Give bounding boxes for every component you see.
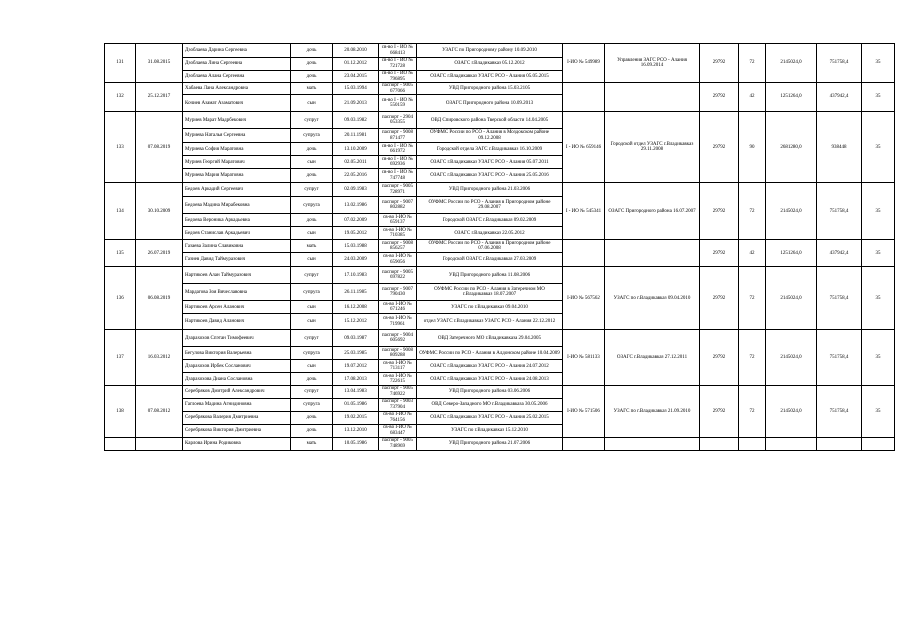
value-cell: 29792 [700, 44, 739, 83]
value-cell: 2681280,0 [766, 112, 817, 183]
registration-date-cell: 06.08.2019 [136, 267, 183, 330]
issuing-authority-cell: Городской отдела ЗАГС г.Владикавказ 16.10.2009 [417, 143, 563, 156]
value-cell: 751758,4 [817, 183, 862, 240]
member-name-cell: Дзарахохов Спэтан Тимофеевич [183, 330, 291, 347]
member-name-cell: Мардагова Зоя Вячеславовна [183, 284, 291, 301]
registration-date-cell: 31.08.2015 [136, 44, 183, 83]
marriage-certificate-cell: I-ИО № 567562 [563, 267, 605, 330]
value-cell: 35 [862, 112, 895, 183]
value-cell: 751758,4 [817, 386, 862, 437]
issuing-authority-cell: УВД Пригородного района 21.07.2006 [417, 437, 563, 450]
birth-date-cell: 23.04.2015 [333, 71, 379, 83]
member-name-cell: Карлова Ирина Родиковна [183, 437, 291, 450]
member-name-cell: Кочиев Азамат Азаматович [183, 95, 291, 112]
marriage-certificate-cell [563, 437, 605, 450]
relation-cell: дочь [291, 424, 333, 437]
relation-cell: супруг [291, 267, 333, 284]
value-cell: 35 [862, 330, 895, 386]
table-row [105, 267, 895, 284]
relation-cell: мать [291, 437, 333, 450]
member-name-cell: Дзоблаева Дарина Сергеевна [183, 44, 291, 58]
member-name-cell: Муриев Марат Мадрбекович [183, 112, 291, 129]
birth-date-cell: 13.10.2009 [333, 143, 379, 156]
registration-date-cell: 25.12.2017 [136, 83, 183, 112]
registry-office-cell: Управления ЗАГС РСО - Алания 16.09.2014 [605, 44, 700, 83]
marriage-certificate-cell [563, 240, 605, 267]
value-cell: 72 [739, 267, 766, 330]
relation-cell: дочь [291, 373, 333, 386]
value-cell: 29792 [700, 267, 739, 330]
birth-date-cell: 15.03.1988 [333, 240, 379, 253]
member-name-cell: Нартикоев Давид Аланович [183, 314, 291, 330]
relation-cell: супруга [291, 347, 333, 360]
issuing-authority-cell: ОВД Северо-Западного МО г.Владикавказа 30.05.2006 [417, 398, 563, 411]
family-number-cell: 136 [105, 267, 136, 330]
issuing-authority-cell: ОУФМС России по РСО - Алания в Пригородном районе 07.06.2008 [417, 240, 563, 253]
marriage-certificate-cell: I-ИО № 581133 [563, 330, 605, 386]
member-name-cell: Нартикоев Арсен Аланович [183, 301, 291, 314]
member-name-cell: Газаева Залина Славиковна [183, 240, 291, 253]
relation-cell: супруга [291, 284, 333, 301]
value-cell: 751758,4 [817, 44, 862, 83]
member-name-cell: Дзоблаева Лина Сергеевна [183, 58, 291, 71]
issuing-authority-cell: ОУФМС России по РСО - Алания в Пригородном районе 29.08.2007 [417, 197, 563, 214]
table-row [105, 183, 895, 197]
birth-date-cell: 17.10.1983 [333, 267, 379, 284]
value-cell: 72 [739, 44, 766, 83]
issuing-authority-cell: ОЗАГС г.Владикавказ УЗАГС РСО - Алания 24.08.2013 [417, 373, 563, 386]
family-number-cell: 137 [105, 330, 136, 386]
value-cell: 35 [862, 83, 895, 112]
identity-document-cell: паспорт - 9003 737904 [379, 398, 417, 411]
identity-document-cell: паспорт - 9008 809288 [379, 347, 417, 360]
identity-document-cell: св-во I-ИО № 722615 [379, 373, 417, 386]
issuing-authority-cell: ОЗАГС Пригородного района 10.09.2013 [417, 95, 563, 112]
issuing-authority-cell: ОЗАГС г.Владикавказ 05.12.2012 [417, 58, 563, 71]
birth-date-cell: 24.03.2009 [333, 253, 379, 267]
birth-date-cell: 13.04.1983 [333, 386, 379, 398]
family-number-cell: 132 [105, 83, 136, 112]
issuing-authority-cell: ОЗАГС г.Владикавказ УЗАГС РСО - Алания 25.02.2015 [417, 411, 563, 424]
issuing-authority-cell: ОВД Затеречного МО г.Владикавказа 29.04.2005 [417, 330, 563, 347]
birth-date-cell: 07.02.2009 [333, 214, 379, 227]
family-number-cell: 134 [105, 183, 136, 240]
birth-date-cell: 13.12.2010 [333, 424, 379, 437]
value-cell: 72 [739, 183, 766, 240]
relation-cell: мать [291, 240, 333, 253]
member-name-cell: Бедоева Мадина Мирабековна [183, 197, 291, 214]
value-cell: 29792 [700, 240, 739, 267]
value-cell: 35 [862, 240, 895, 267]
relation-cell: сын [291, 360, 333, 373]
marriage-certificate-cell: I - ИО № 545341 [563, 183, 605, 240]
member-name-cell: Бедоев Станислав Аркадьевич [183, 227, 291, 240]
member-name-cell: Муриева София Маратовна [183, 143, 291, 156]
issuing-authority-cell: ОЗАГС г.Владикавказ УЗАГС РСО - Алания 05.05.2015 [417, 71, 563, 83]
family-number-cell: 133 [105, 112, 136, 183]
marriage-certificate-cell [563, 83, 605, 112]
relation-cell: супруга [291, 197, 333, 214]
value-cell: 90 [739, 112, 766, 183]
member-name-cell: Серебрякова Виктория Дмитриевна [183, 424, 291, 437]
identity-document-cell: св-во I-ИО № 713117 [379, 360, 417, 373]
birth-date-cell: 09.03.1987 [333, 330, 379, 347]
value-cell: 72 [739, 330, 766, 386]
family-registry-table [104, 43, 895, 451]
identity-document-cell: паспорт - 9007 790430 [379, 284, 417, 301]
birth-date-cell: 17.08.2013 [333, 373, 379, 386]
marriage-certificate-cell: I - ИО № 659146 [563, 112, 605, 183]
value-cell [766, 437, 817, 450]
value-cell: 938448 [817, 112, 862, 183]
relation-cell: сын [291, 253, 333, 267]
member-name-cell: Бедоев Аркадий Сергеевич [183, 183, 291, 197]
member-name-cell: Дзарахохов Ирбек Сосланович [183, 360, 291, 373]
registry-office-cell [605, 83, 700, 112]
identity-document-cell: св-во I - ИО № 661972 [379, 143, 417, 156]
identity-document-cell: св-во I - ИО № 796895 [379, 71, 417, 83]
issuing-authority-cell: Городской ОЗАГС г.Владикавказ 27.03.2009 [417, 253, 563, 267]
member-name-cell: Газиев Давид Таймуразович [183, 253, 291, 267]
birth-date-cell: 19.07.2012 [333, 360, 379, 373]
member-name-cell: Серебрякова Валерия Дмитриевна [183, 411, 291, 424]
birth-date-cell: 01.05.1986 [333, 398, 379, 411]
issuing-authority-cell: ОВД Спировского района Тверской области 14.04.2005 [417, 112, 563, 129]
relation-cell: сын [291, 156, 333, 169]
birth-date-cell: 15.03.1994 [333, 83, 379, 95]
issuing-authority-cell: ОУФМС России по РСО - Алания в Алдонском районе 10.04.2009 [417, 347, 563, 360]
identity-document-cell: паспорт - 9004 605692 [379, 330, 417, 347]
registry-office-cell: УЗАГС по г.Владикавказ 09.04.2010 [605, 267, 700, 330]
family-number-cell: 131 [105, 44, 136, 83]
birth-date-cell: 21.09.2013 [333, 95, 379, 112]
member-name-cell: Нартикоев Алан Таймуразович [183, 267, 291, 284]
value-cell: 2145024,0 [766, 267, 817, 330]
registry-office-cell: ОЗАГС г.Владикавказ 27.12.2011 [605, 330, 700, 386]
birth-date-cell: 22.05.2016 [333, 169, 379, 183]
value-cell: 2145024,0 [766, 386, 817, 437]
member-name-cell: Гаглоева Мадина Агнидиновна [183, 398, 291, 411]
registration-date-cell: 26.07.2019 [136, 240, 183, 267]
issuing-authority-cell: УЗАГС по Пригородному району 10.09.2010 [417, 44, 563, 58]
registry-office-cell: ОЗАГС Пригородного района 16.07.2007 [605, 183, 700, 240]
relation-cell: сын [291, 95, 333, 112]
identity-document-cell: св-во I-ИО № 659137 [379, 214, 417, 227]
member-name-cell: Дзоблаева Алана Сергеевна [183, 71, 291, 83]
member-name-cell: Серебряков Дмитрий Александрович [183, 386, 291, 398]
table-row [105, 112, 895, 129]
value-cell [739, 437, 766, 450]
issuing-authority-cell: УЗАГС по г.Владикавказ 09.04.2010 [417, 301, 563, 314]
identity-document-cell: паспорт - 9005 746922 [379, 386, 417, 398]
value-cell: 72 [739, 386, 766, 437]
birth-date-cell: 20.11.1981 [333, 129, 379, 143]
birth-date-cell: 16.12.2008 [333, 301, 379, 314]
value-cell: 42 [739, 83, 766, 112]
relation-cell: супруг [291, 112, 333, 129]
relation-cell: супруга [291, 398, 333, 411]
identity-document-cell: св-во I-ИО № 659056 [379, 253, 417, 267]
value-cell: 437942,4 [817, 83, 862, 112]
value-cell: 2145024,0 [766, 183, 817, 240]
value-cell: 1251264,0 [766, 240, 817, 267]
issuing-authority-cell: ОУФМС России по РСО - Алания в Затеречном МО г.Владикавказ 18.07.2007 [417, 284, 563, 301]
issuing-authority-cell: УЗАГС по г.Владикавказ 15.12.2010 [417, 424, 563, 437]
registration-date-cell: 07.08.2012 [136, 386, 183, 437]
relation-cell: дочь [291, 411, 333, 424]
issuing-authority-cell: ОЗАГС г.Владикавказ УЗАГС РСО - Алания 25.05.2016 [417, 169, 563, 183]
relation-cell: сын [291, 314, 333, 330]
table-row [105, 437, 895, 450]
value-cell: 29792 [700, 330, 739, 386]
issuing-authority-cell: отдел УЗАГС г.Владикавказ УЗАГС РСО - Алания 22.12.2012 [417, 314, 563, 330]
value-cell [700, 437, 739, 450]
identity-document-cell: св-во I-ИО № 764156 [379, 411, 417, 424]
member-name-cell: Бедоева Вероника Аркадьевна [183, 214, 291, 227]
relation-cell: дочь [291, 44, 333, 58]
relation-cell: мать [291, 83, 333, 95]
issuing-authority-cell: УВД Пригородного района 15.03.2105 [417, 83, 563, 95]
table-row [105, 44, 895, 58]
family-number-cell [105, 437, 136, 450]
issuing-authority-cell: Городской ОЗАГС г.Владикавказ 09.02.2009 [417, 214, 563, 227]
table-row [105, 83, 895, 95]
value-cell [817, 437, 862, 450]
birth-date-cell: 02.09.1983 [333, 183, 379, 197]
value-cell: 751758,4 [817, 330, 862, 386]
relation-cell: супруг [291, 183, 333, 197]
birth-date-cell: 10.05.1986 [333, 437, 379, 450]
value-cell [862, 437, 895, 450]
member-name-cell: Бегулова Виктория Валерьевна [183, 347, 291, 360]
identity-document-cell: паспорт - 9008 871477 [379, 129, 417, 143]
value-cell: 29792 [700, 112, 739, 183]
table-row [105, 386, 895, 398]
identity-document-cell: св-во I - ИО № 692936 [379, 156, 417, 169]
issuing-authority-cell: ОУФМС России по РСО - Алания в Моздокском районе 09.12.2008 [417, 129, 563, 143]
issuing-authority-cell: УВД Пригородного района 21.03.2006 [417, 183, 563, 197]
member-name-cell: Муриева Мария Маратовна [183, 169, 291, 183]
value-cell: 437942,4 [817, 240, 862, 267]
identity-document-cell: паспорт - 9005 748969 [379, 437, 417, 450]
relation-cell: дочь [291, 169, 333, 183]
registry-office-cell [605, 437, 700, 450]
birth-date-cell: 15.12.2012 [333, 314, 379, 330]
member-name-cell: Хабаева Лана Александровна [183, 83, 291, 95]
table-row [105, 240, 895, 253]
value-cell: 35 [862, 386, 895, 437]
identity-document-cell: св-во I-ИО № 683447 [379, 424, 417, 437]
birth-date-cell: 20.08.2010 [333, 44, 379, 58]
identity-document-cell: св-во I - ИО № 550159 [379, 95, 417, 112]
relation-cell: дочь [291, 71, 333, 83]
issuing-authority-cell: ОЗАГС г.Владикавказ 22.05.2012 [417, 227, 563, 240]
identity-document-cell: св-во I - ИО № 721728 [379, 58, 417, 71]
member-name-cell: Муриев Георгий Маратович [183, 156, 291, 169]
issuing-authority-cell: ОЗАГС г.Владикавказ УЗАГС РСО - Алания 05.07.2011 [417, 156, 563, 169]
birth-date-cell: 26.11.1985 [333, 284, 379, 301]
relation-cell: сын [291, 227, 333, 240]
identity-document-cell: паспорт - 9005 697822 [379, 267, 417, 284]
identity-document-cell: св-во I-ИО № 671246 [379, 301, 417, 314]
birth-date-cell: 19.02.2015 [333, 411, 379, 424]
value-cell: 2145024,0 [766, 44, 817, 83]
value-cell: 42 [739, 240, 766, 267]
issuing-authority-cell: УВД Пригородного района 11.08.2006 [417, 267, 563, 284]
identity-document-cell: паспорт - 2904 053355 [379, 112, 417, 129]
identity-document-cell: паспорт - 9005 677066 [379, 83, 417, 95]
registry-office-cell [605, 240, 700, 267]
family-number-cell: 135 [105, 240, 136, 267]
issuing-authority-cell: УВД Пригородного района 03.06.2006 [417, 386, 563, 398]
identity-document-cell: св-во I - ИО № 747748 [379, 169, 417, 183]
registry-office-cell: Городской отдел УЗАГС г.Владикавказ 29.11.2008 [605, 112, 700, 183]
member-name-cell: Дзарахохова Диана Сослановна [183, 373, 291, 386]
relation-cell: супруг [291, 330, 333, 347]
birth-date-cell: 13.02.1986 [333, 197, 379, 214]
value-cell: 29792 [700, 386, 739, 437]
member-name-cell: Муриева Наталья Сергеевна [183, 129, 291, 143]
value-cell: 1251264,0 [766, 83, 817, 112]
value-cell: 2145024,0 [766, 330, 817, 386]
relation-cell: сын [291, 301, 333, 314]
marriage-certificate-cell: I-ИО № 571506 [563, 386, 605, 437]
birth-date-cell: 09.03.1982 [333, 112, 379, 129]
registration-date-cell [136, 437, 183, 450]
relation-cell: дочь [291, 143, 333, 156]
identity-document-cell: паспорт - 9005 728971 [379, 183, 417, 197]
table-row [105, 330, 895, 347]
relation-cell: дочь [291, 214, 333, 227]
identity-document-cell: паспорт - 9007 802882 [379, 197, 417, 214]
birth-date-cell: 02.05.2011 [333, 156, 379, 169]
value-cell: 29792 [700, 83, 739, 112]
birth-date-cell: 25.03.1985 [333, 347, 379, 360]
identity-document-cell: св-во I - ИО № 668413 [379, 44, 417, 58]
value-cell: 35 [862, 267, 895, 330]
value-cell: 35 [862, 183, 895, 240]
registration-date-cell: 16.03.2012 [136, 330, 183, 386]
birth-date-cell: 01.12.2012 [333, 58, 379, 71]
relation-cell: супруга [291, 129, 333, 143]
value-cell: 751758,4 [817, 267, 862, 330]
birth-date-cell: 19.05.2012 [333, 227, 379, 240]
family-number-cell: 138 [105, 386, 136, 437]
registration-date-cell: 30.10.2009 [136, 183, 183, 240]
identity-document-cell: св-во I-ИО № 719961 [379, 314, 417, 330]
registry-office-cell: УЗАГС по г.Владикавказ 21.09.2010 [605, 386, 700, 437]
marriage-certificate-cell: I-ИО № 549989 [563, 44, 605, 83]
issuing-authority-cell: ОЗАГС г.Владикавказ УЗАГС РСО - Алания 24.07.2012 [417, 360, 563, 373]
identity-document-cell: паспорт - 9008 856257 [379, 240, 417, 253]
relation-cell: дочь [291, 58, 333, 71]
registration-date-cell: 07.08.2019 [136, 112, 183, 183]
value-cell: 29792 [700, 183, 739, 240]
identity-document-cell: св-во I-ИО № 710385 [379, 227, 417, 240]
relation-cell: супруг [291, 386, 333, 398]
value-cell: 35 [862, 44, 895, 83]
